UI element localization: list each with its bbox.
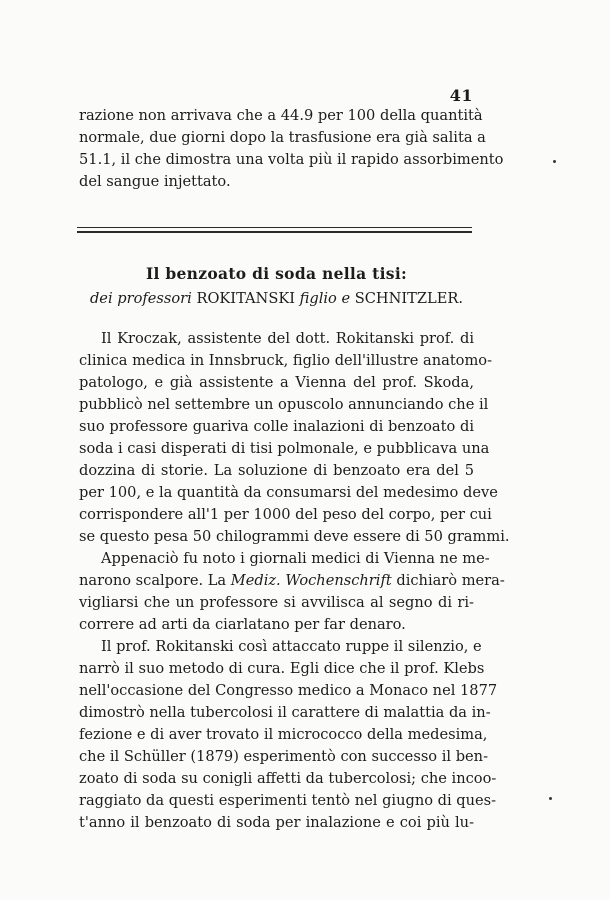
subtitle-prefix: dei professori xyxy=(89,290,192,307)
text-line: Il prof. Rokitanski così attaccato ruppe il silenzio, e xyxy=(101,638,482,655)
text-line: normale, due giorni dopo la trasfusione era già salita a xyxy=(79,129,486,146)
text-line xyxy=(79,570,505,592)
text-line: corrispondere all'1 per 1000 del peso del corpo, per cui xyxy=(79,506,492,523)
paper-speck xyxy=(549,797,552,800)
text-line: vigliarsi che un professore si avvilisca al segno di ri- xyxy=(79,594,474,611)
text-line: patologo, e già assistente a Vienna del prof. Skoda, xyxy=(79,374,474,391)
text-line: narrò il suo metodo di cura. Egli dice che il prof. Klebs xyxy=(79,660,485,677)
paper-speck xyxy=(553,160,556,163)
text-line: del sangue injettato. xyxy=(79,173,231,190)
text-line: pubblicò nel settembre un opuscolo annunciando che il xyxy=(79,396,489,413)
continuation-paragraph xyxy=(79,105,504,193)
text-line: suo professore guariva colle inalazioni di benzoato di xyxy=(79,418,474,435)
text-line: soda i casi disperati di tisi polmonale, e pubblicava una xyxy=(79,440,490,457)
subtitle-author-2: SCHNITZLER. xyxy=(354,290,464,307)
text-line: raggiato da questi esperimenti tentò nel giugno di ques- xyxy=(79,792,497,809)
article-title: Il benzoato di soda nella tisi: xyxy=(145,264,408,283)
divider-thick-rule xyxy=(77,231,472,233)
text-line: Il Kroczak, assistente del dott. Rokitanski prof. di xyxy=(101,330,474,347)
text-line: per 100, e la quantità da consumarsi del medesimo deve xyxy=(79,484,498,501)
text-line: dozzina di storie. La soluzione di benzoato era del 5 xyxy=(79,462,474,479)
text-line: zoato di soda su conigli affetti da tubercolosi; che incoo- xyxy=(79,770,497,787)
text-line: nell'occasione del Congresso medico a Monaco nel 1877 xyxy=(79,682,498,699)
article-subtitle xyxy=(79,288,474,310)
text-line: dimostrò nella tubercolosi il carattere di malattia da in- xyxy=(79,704,491,721)
text-fragment: dichiarò mera- xyxy=(396,572,505,589)
subtitle-author-1: ROKITANSKI xyxy=(196,290,295,307)
journal-name: Mediz. Wochenschrift xyxy=(230,572,392,589)
text-line: fezione e di aver trovato il micrococco della medesima, xyxy=(79,726,488,743)
text-line: razione non arrivava che a 44.9 per 100 della quantità xyxy=(79,107,483,124)
article-body xyxy=(79,328,510,834)
subtitle-connector: figlio e xyxy=(299,290,351,307)
text-line: se questo pesa 50 chilogrammi deve essere di 50 grammi. xyxy=(79,528,510,545)
text-fragment: narono scalpore. La xyxy=(79,572,227,589)
page-number: 41 xyxy=(449,86,473,105)
text-line: t'anno il benzoato di soda per inalazione e coi più lu- xyxy=(79,814,474,831)
text-line: 51.1, il che dimostra una volta più il rapido assorbimento xyxy=(79,151,504,168)
text-line: clinica medica in Innsbruck, figlio dell'illustre anatomo- xyxy=(79,352,493,369)
section-divider xyxy=(77,227,472,233)
text-line: Appenaciò fu noto i giornali medici di Vienna ne me- xyxy=(101,550,490,567)
text-line: correre ad arti da ciarlatano per far denaro. xyxy=(79,616,406,633)
divider-thin-rule xyxy=(77,227,472,228)
text-line: che il Schüller (1879) esperimentò con successo il ben- xyxy=(79,748,489,765)
